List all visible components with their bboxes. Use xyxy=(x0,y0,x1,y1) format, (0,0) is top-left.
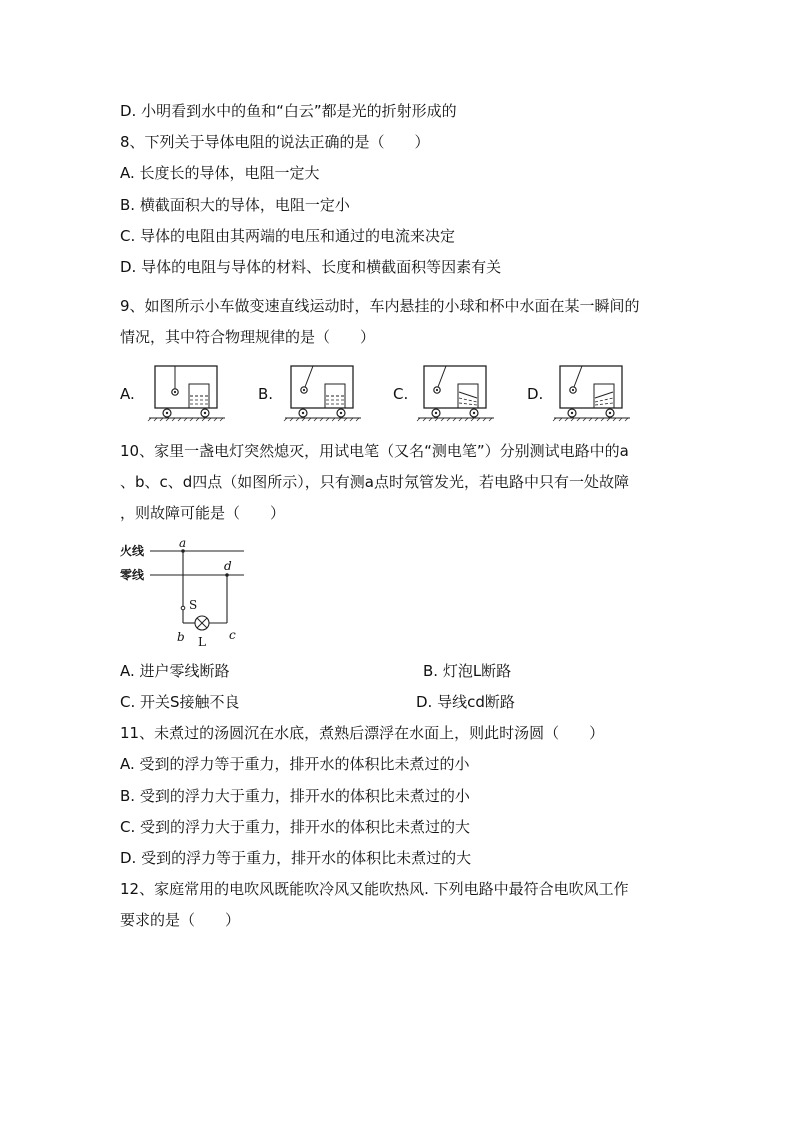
q9-stem-line1: 9、如图所示小车做变速直线运动时，车内悬挂的小球和杯中水面在某一瞬间的 xyxy=(120,297,640,315)
q11-option-b: B. 受到的浮力大于重力，排开水的体积比未煮过的小 xyxy=(120,787,470,805)
q10-stem-line3: ，则故障可能是（ ） xyxy=(120,504,286,522)
q9-label-a: A. xyxy=(120,385,135,403)
q10-circuit-figure xyxy=(120,533,255,648)
lamp-l-label: L xyxy=(198,635,206,649)
point-a-label: a xyxy=(179,536,187,550)
neutral-wire-label: 零线 xyxy=(120,568,145,582)
q9-label-d: D. xyxy=(527,385,544,403)
q11-option-c: C. 受到的浮力大于重力，排开水的体积比未煮过的大 xyxy=(120,818,471,836)
q9-cart-d-figure xyxy=(552,362,632,422)
q9-cart-a-figure xyxy=(147,362,227,422)
q9-label-c: C. xyxy=(393,385,409,403)
q10-option-d: D. 导线cd断路 xyxy=(416,693,515,711)
q11-option-a: A. 受到的浮力等于重力，排开水的体积比未煮过的小 xyxy=(120,755,470,773)
point-b-label: b xyxy=(177,630,185,644)
q9-cart-b-figure xyxy=(283,362,363,422)
live-wire-label: 火线 xyxy=(120,544,145,558)
q9-label-b: B. xyxy=(258,385,274,403)
q10-option-c: C. 开关S接触不良 xyxy=(120,693,240,711)
point-c-label: c xyxy=(229,628,236,642)
q12-stem-line2: 要求的是（ ） xyxy=(120,911,241,929)
q11-option-d: D. 受到的浮力等于重力，排开水的体积比未煮过的大 xyxy=(120,849,472,867)
q8-option-a: A. 长度长的导体，电阻一定大 xyxy=(120,164,320,182)
q8-option-c: C. 导体的电阻由其两端的电压和通过的电流来决定 xyxy=(120,227,456,245)
q12-stem-line1: 12、家庭常用的电吹风既能吹冷风又能吹热风. 下列电路中最符合电吹风工作 xyxy=(120,880,629,898)
q8-option-d: D. 导体的电阻与导体的材料、长度和横截面积等因素有关 xyxy=(120,258,502,276)
q11-stem: 11、未煮过的汤圆沉在水底，煮熟后漂浮在水面上，则此时汤圆（ ） xyxy=(120,724,605,742)
q9-cart-c-figure xyxy=(416,362,496,422)
q10-option-a: A. 进户零线断路 xyxy=(120,662,230,680)
q10-stem-line2: 、b、c、d四点（如图所示），只有测a点时氖管发光，若电路中只有一处故障 xyxy=(120,473,629,491)
q10-stem-line1: 10、家里一盏电灯突然熄灭，用试电笔（又名“测电笔”）分别测试电路中的a xyxy=(120,442,629,460)
q7-option-d: D. 小明看到水中的鱼和“白云”都是光的折射形成的 xyxy=(120,102,457,120)
q8-stem: 8、下列关于导体电阻的说法正确的是（ ） xyxy=(120,133,430,151)
q9-stem-line2: 情况，其中符合物理规律的是（ ） xyxy=(120,328,376,346)
point-d-label: d xyxy=(224,559,232,573)
switch-s-label: S xyxy=(189,598,198,612)
q10-option-b: B. 灯泡L断路 xyxy=(423,662,512,680)
q8-option-b: B. 横截面积大的导体，电阻一定小 xyxy=(120,196,350,214)
